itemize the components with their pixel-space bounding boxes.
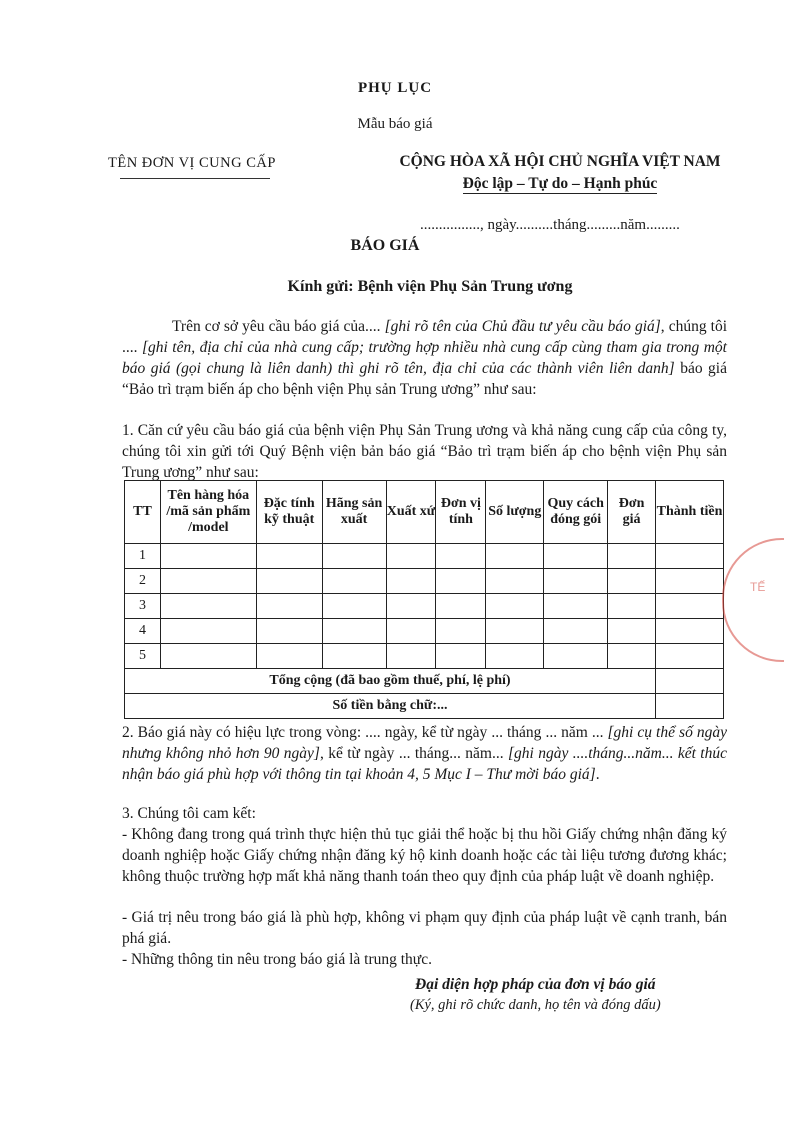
amount-in-words-label: Số tiền bằng chữ:... — [125, 694, 656, 719]
table-cell[interactable] — [486, 644, 544, 669]
table-row — [125, 569, 724, 594]
table-cell[interactable] — [436, 544, 486, 569]
form-subtitle: Mẫu báo giá — [357, 116, 433, 132]
header-unit: Đơn vị tính — [436, 481, 486, 544]
table-cell[interactable] — [160, 569, 256, 594]
price-table — [124, 480, 724, 719]
table-cell[interactable] — [608, 644, 656, 669]
header-amount: Thành tiền — [656, 481, 724, 544]
header-manufacturer: Hãng sản xuất — [322, 481, 386, 544]
header-name: Tên hàng hóa /mã sản phẩm /model — [160, 481, 256, 544]
table-cell[interactable] — [486, 569, 544, 594]
date-line: ................, ngày..........tháng.........năm......... — [420, 217, 680, 233]
table-cell[interactable] — [486, 594, 544, 619]
total-amount-cell[interactable] — [656, 669, 724, 694]
signature-title: Đại diện hợp pháp của đơn vị báo giá — [415, 976, 656, 993]
supplier-underline — [120, 178, 270, 179]
header-tt: TT — [125, 481, 161, 544]
header-quantity: Số lượng — [486, 481, 544, 544]
amount-in-words-row — [125, 694, 724, 719]
amount-in-words-cell[interactable] — [656, 694, 724, 719]
row-number: 2 — [125, 569, 161, 594]
table-cell[interactable] — [256, 544, 322, 569]
signature-note: (Ký, ghi rõ chức danh, họ tên và đóng dấu) — [410, 997, 661, 1013]
table-cell[interactable] — [656, 594, 724, 619]
table-cell[interactable] — [608, 594, 656, 619]
row-number: 3 — [125, 594, 161, 619]
header-origin: Xuất xứ — [386, 481, 436, 544]
commitment-item-3: - Những thông tin nêu trong báo giá là trung thực. — [122, 951, 432, 968]
table-cell[interactable] — [160, 594, 256, 619]
table-row — [125, 619, 724, 644]
row-number: 4 — [125, 619, 161, 644]
table-header-row — [125, 481, 724, 544]
table-cell[interactable] — [160, 544, 256, 569]
table-cell[interactable] — [386, 594, 436, 619]
seal-fragment-text: TẾ — [750, 580, 766, 594]
table-cell[interactable] — [608, 619, 656, 644]
table-cell[interactable] — [544, 644, 608, 669]
intro-paragraph — [122, 316, 727, 400]
national-title: CỘNG HÒA XÃ HỘI CHỦ NGHĨA VIỆT NAM — [399, 153, 721, 170]
red-seal-fragment — [722, 538, 784, 662]
total-label: Tổng cộng (đã bao gồm thuế, phí, lệ phí) — [125, 669, 656, 694]
table-cell[interactable] — [436, 594, 486, 619]
table-cell[interactable] — [656, 544, 724, 569]
document-title: BÁO GIÁ — [350, 237, 420, 254]
table-row — [125, 544, 724, 569]
table-cell[interactable] — [544, 619, 608, 644]
table-cell[interactable] — [608, 569, 656, 594]
table-cell[interactable] — [322, 569, 386, 594]
table-cell[interactable] — [544, 544, 608, 569]
table-cell[interactable] — [608, 544, 656, 569]
table-cell[interactable] — [656, 619, 724, 644]
table-cell[interactable] — [544, 594, 608, 619]
table-row — [125, 594, 724, 619]
table-cell[interactable] — [322, 619, 386, 644]
motto-text: Độc lập – Tự do – Hạnh phúc — [462, 175, 658, 192]
table-cell[interactable] — [322, 594, 386, 619]
table-cell[interactable] — [386, 619, 436, 644]
table-cell[interactable] — [322, 644, 386, 669]
intro-text-2: , chúng tôi .... — [122, 318, 728, 356]
table-cell[interactable] — [436, 644, 486, 669]
total-row — [125, 669, 724, 694]
row-number: 5 — [125, 644, 161, 669]
item-1-paragraph: 1. Căn cứ yêu cầu báo giá của bệnh viện Phụ Sản Trung ương và khả năng cung cấp của công ty, chúng tôi xin gửi tới Quý Bệnh viện bản báo giá “Bảo trì trạm biến áp cho bệnh viện Phụ sản Trung ương” như sau: — [122, 422, 727, 481]
table-cell[interactable] — [486, 619, 544, 644]
table-cell[interactable] — [386, 644, 436, 669]
table-cell[interactable] — [386, 544, 436, 569]
table-cell[interactable] — [256, 619, 322, 644]
intro-text-3: báo giá “Bảo trì trạm biến áp cho bệnh viện Phụ sản Trung ương” như sau: — [122, 360, 727, 398]
table-cell[interactable] — [322, 544, 386, 569]
intro-italic-2: [ghi tên, địa chỉ của nhà cung cấp; trường hợp nhiều nhà cung cấp cùng tham gia trong một báo giá (gọi chung là liên danh) thì ghi rõ tên, địa chỉ của các thành viên liên danh] — [122, 339, 727, 377]
table-cell[interactable] — [386, 569, 436, 594]
validity-text-2: , kể từ ngày ... tháng... năm... — [319, 745, 508, 762]
commitment-item-2: - Giá trị nêu trong báo giá là phù hợp, không vi phạm quy định của pháp luật về cạnh tranh, bán phá giá. — [122, 909, 727, 947]
table-cell[interactable] — [160, 619, 256, 644]
table-cell[interactable] — [436, 619, 486, 644]
header-unit-price: Đơn giá — [608, 481, 656, 544]
table-cell[interactable] — [544, 569, 608, 594]
commitment-item-1: - Không đang trong quá trình thực hiện thủ tục giải thể hoặc bị thu hồi Giấy chứng nhận đăng ký doanh nghiệp hoặc Giấy chứng nhận đăng ký hộ kinh doanh hoặc các tài liệu tương đương khác; không thuộc trường hợp mất khả năng thanh toán theo quy định của pháp luật về doanh nghiệp. — [122, 826, 727, 885]
appendix-title: PHỤ LỤC — [357, 80, 433, 96]
row-number: 1 — [125, 544, 161, 569]
validity-paragraph — [122, 722, 727, 785]
header-packaging: Quy cách đóng gói — [544, 481, 608, 544]
validity-italic-1: [ghi cụ thể số ngày nhưng không nhỏ hơn 90 ngày] — [122, 724, 727, 762]
intro-italic-1: [ghi rõ tên của Chủ đầu tư yêu cầu báo giá] — [384, 318, 661, 335]
table-cell[interactable] — [256, 569, 322, 594]
table-cell[interactable] — [486, 544, 544, 569]
table-cell[interactable] — [656, 644, 724, 669]
table-cell[interactable] — [436, 569, 486, 594]
supplier-name: TÊN ĐƠN VỊ CUNG CẤP — [108, 155, 276, 171]
recipient-line: Kính gửi: Bệnh viện Phụ Sản Trung ương — [287, 278, 573, 295]
commitments-title: 3. Chúng tôi cam kết: — [122, 805, 256, 822]
validity-text-3: . — [595, 766, 600, 783]
table-cell[interactable] — [656, 569, 724, 594]
intro-text-1: Trên cơ sở yêu cầu báo giá của.... — [172, 318, 385, 335]
table-cell[interactable] — [256, 594, 322, 619]
header-specs: Đặc tính kỹ thuật — [256, 481, 322, 544]
table-row — [125, 644, 724, 669]
national-motto — [380, 175, 740, 193]
table-cell[interactable] — [256, 644, 322, 669]
validity-text-1: 2. Báo giá này có hiệu lực trong vòng: .... ngày, kể từ ngày ... tháng ... năm ... — [122, 724, 608, 741]
table-cell[interactable] — [160, 644, 256, 669]
validity-italic-2: [ghi ngày ....tháng...năm... kết thúc nhận báo giá phù hợp với thông tin tại khoản 4, 5 Mục I – Thư mời báo giá] — [122, 745, 727, 783]
